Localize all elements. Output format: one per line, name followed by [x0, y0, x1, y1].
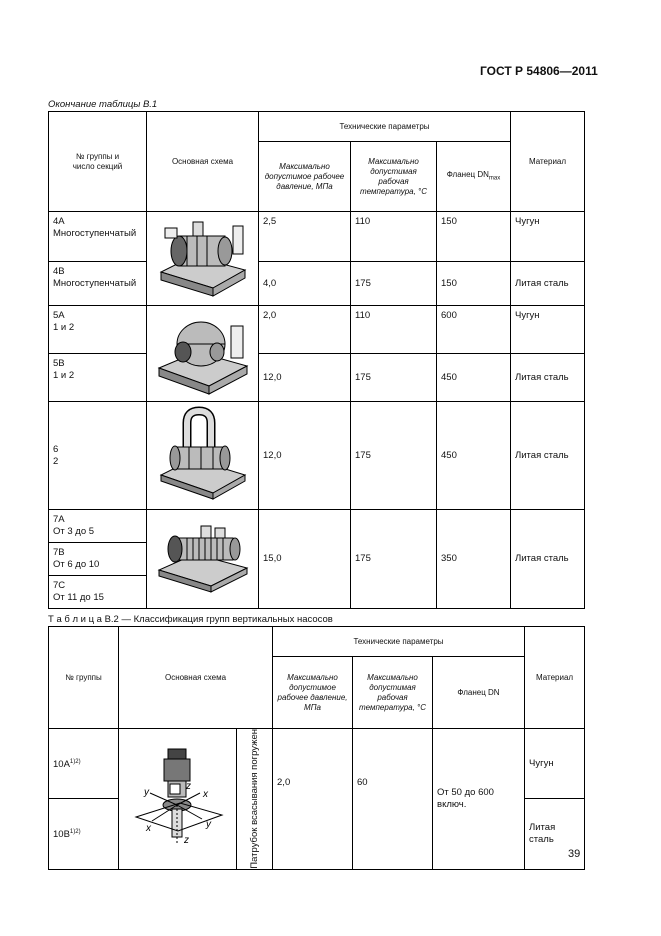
col-header-material: Материал [525, 627, 585, 729]
multistage-pump-illustration [153, 214, 253, 300]
pressure-cell: 2,5 [259, 212, 351, 262]
axis-label-z2: z [183, 834, 189, 846]
table-row [49, 306, 585, 354]
group-label: 10В [53, 829, 70, 841]
group-cell: 5А 1 и 2 [49, 306, 147, 354]
col-header-tech: Технические параметры [259, 112, 511, 142]
suction-nozzle-label: Патрубок всасывания погружен [249, 729, 260, 869]
temp-cell: 175 [351, 262, 437, 306]
axis-label-y: y [143, 786, 149, 798]
table-vertical-pumps [48, 626, 585, 870]
flange-sub: max [488, 175, 501, 182]
material-cell: Литая сталь [511, 510, 585, 609]
flange-label: Фланец DN [446, 169, 489, 179]
col-header-flange [437, 142, 511, 212]
split-case-pump-illustration [153, 308, 253, 396]
group-cell: 4А Многоступенчатый [49, 212, 147, 262]
table-row [49, 729, 585, 799]
material-cell: Литая сталь [511, 262, 585, 306]
pump-image-5 [147, 306, 259, 402]
table-horizontal-pumps [48, 111, 585, 609]
col-header-tech: Технические параметры [273, 627, 525, 657]
pressure-cell: 12,0 [259, 354, 351, 402]
table1-caption: Окончание таблицы В.1 [48, 99, 158, 110]
table-row [49, 212, 585, 262]
pump-image-4 [147, 212, 259, 306]
material-cell: Чугун [525, 729, 585, 799]
axis-label-x: x [202, 788, 208, 800]
col-header-temp: Максимально допустимая рабочая температура, °С [353, 657, 433, 729]
group-cell: 7А От 3 до 5 [49, 510, 147, 543]
group-cell: 7В От 6 до 10 [49, 543, 147, 576]
col-header-material: Материал [511, 112, 585, 212]
axis-label-z: z [185, 780, 191, 792]
barrel-pump-illustration [153, 405, 253, 503]
group-cell: 5В 1 и 2 [49, 354, 147, 402]
col-header-group: № группы [49, 627, 119, 729]
pump-image-10 [119, 729, 237, 870]
col-header-pressure: Максимально допустимое рабочее давление, МПа [273, 657, 353, 729]
table-row [49, 402, 585, 510]
material-cell: Чугун [511, 212, 585, 262]
flange-cell: От 50 до 600 включ. [433, 729, 525, 870]
pump-image-7 [147, 510, 259, 609]
pressure-cell: 12,0 [259, 402, 351, 510]
material-cell: Литая сталь [525, 799, 585, 869]
col-header-pressure: Максимально допустимое рабочее давление, МПа [259, 142, 351, 212]
group-cell: 6 2 [49, 402, 147, 510]
pressure-cell: 4,0 [259, 262, 351, 306]
high-pressure-multistage-pump-illustration [153, 518, 253, 596]
temp-cell: 60 [353, 729, 433, 870]
axis-label-x2: x [145, 822, 151, 834]
group-cell [49, 799, 119, 869]
col-header-flange: Фланец DN [433, 657, 525, 729]
col-header-group: № группы и число секций [49, 112, 147, 212]
table-row [49, 354, 585, 402]
group-sup: 1)2) [69, 759, 81, 766]
pressure-cell: 2,0 [273, 729, 353, 870]
temp-cell: 175 [351, 402, 437, 510]
table-row [49, 510, 585, 543]
table2-caption: Т а б л и ц а В.2 — Классификация групп вертикальных насосов [48, 614, 333, 625]
material-cell: Литая сталь [511, 402, 585, 510]
group-cell [49, 729, 119, 799]
group-label: 10А [53, 759, 70, 771]
temp-cell: 175 [351, 510, 437, 609]
col-header-scheme: Основная схема [119, 627, 273, 729]
group-sup: 1)2) [69, 829, 81, 836]
flange-cell: 150 [437, 212, 511, 262]
pressure-cell: 15,0 [259, 510, 351, 609]
flange-cell: 450 [437, 354, 511, 402]
vertical-label-cell [237, 729, 273, 870]
flange-cell: 350 [437, 510, 511, 609]
flange-cell: 150 [437, 262, 511, 306]
page-number: 39 [568, 848, 581, 860]
vertical-pump-illustration [122, 747, 234, 847]
group-cell: 7С От 11 до 15 [49, 576, 147, 609]
temp-cell: 110 [351, 212, 437, 262]
table-row [49, 262, 585, 306]
material-cell: Литая сталь [511, 354, 585, 402]
temp-cell: 175 [351, 354, 437, 402]
col-header-temp: Максимально допустимая рабочая температура, °С [351, 142, 437, 212]
temp-cell: 110 [351, 306, 437, 354]
pressure-cell: 2,0 [259, 306, 351, 354]
col-header-scheme: Основная схема [147, 112, 259, 212]
flange-cell: 450 [437, 402, 511, 510]
group-cell: 4В Многоступенчатый [49, 262, 147, 306]
flange-cell: 600 [437, 306, 511, 354]
material-cell: Чугун [511, 306, 585, 354]
document-header: ГОСТ Р 54806—2011 [480, 64, 598, 78]
axis-label-y2: y [205, 818, 211, 830]
pump-image-6 [147, 402, 259, 510]
